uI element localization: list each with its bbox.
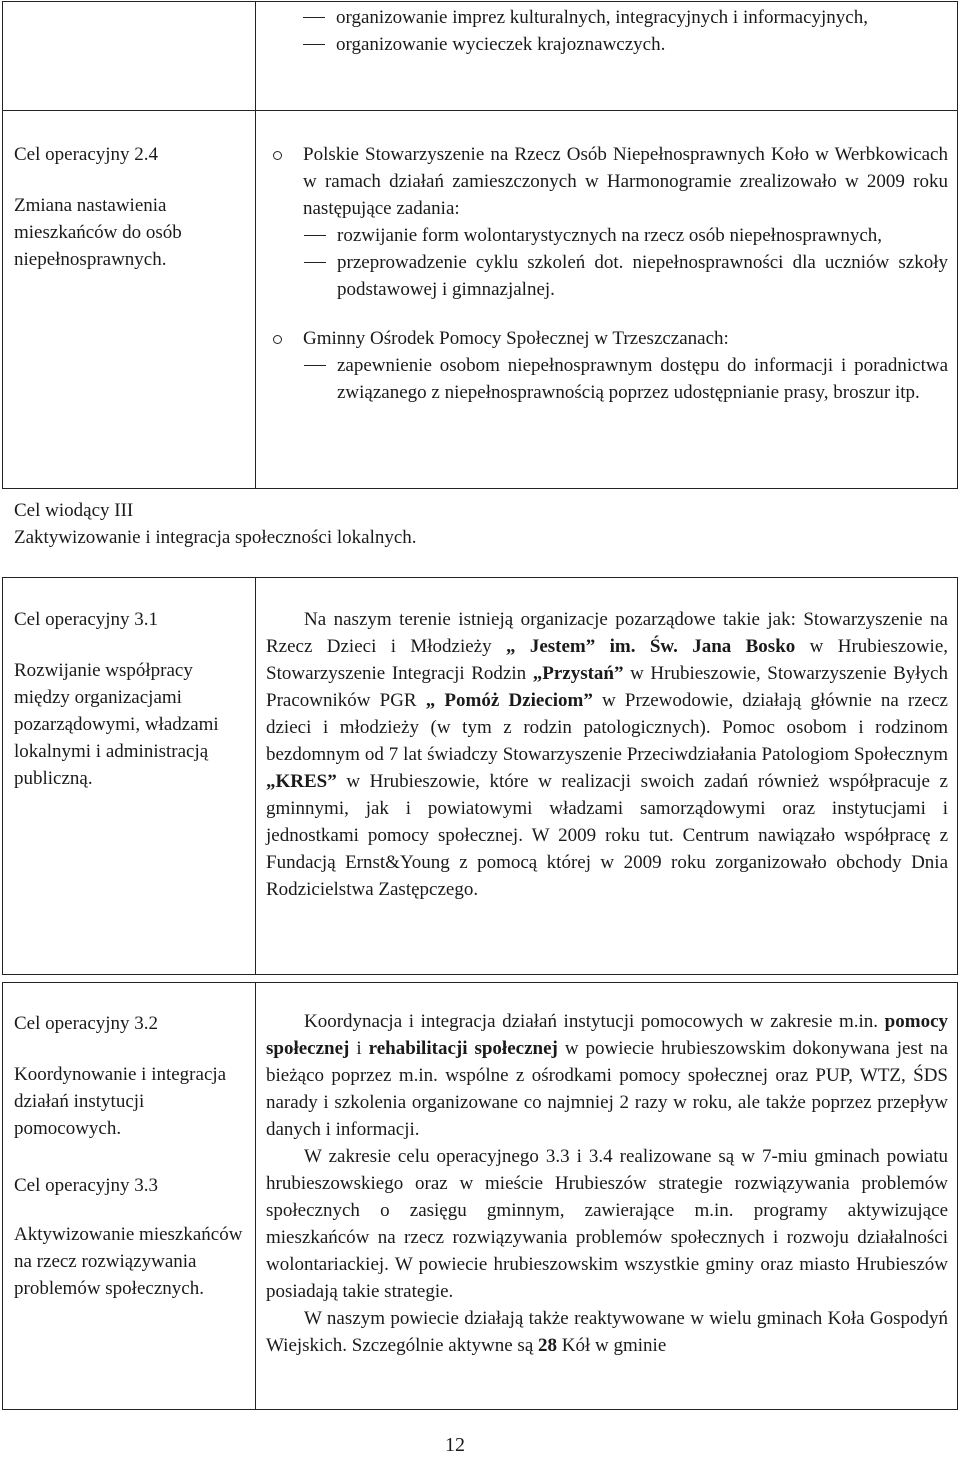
op24-content-cell bbox=[265, 141, 948, 406]
op31-description: Rozwijanie współpracy między organizacjami pozarządowymi, władzami lokalnymi i administracją publiczną. bbox=[14, 660, 219, 789]
list-item bbox=[264, 31, 948, 58]
op31-text: w Hrubieszowie, które w realizacji swoich zadań również współpracuje z gminnymi, jak i powiatowymi władzami samorządowymi oraz instytucjami i jednostkami pomocy społecznej. W 2009 roku tut. Centrum nawiązało współpracę z Fundacją Ernst&Young z pomocą której w 2009 roku zorganizowało obchody Dnia Rodzicielstwa Zastępczego. bbox=[266, 771, 948, 900]
list-item-text: organizowanie wycieczek krajoznawczych. bbox=[336, 34, 666, 55]
org-przystan-name: „Przystań” bbox=[532, 663, 624, 684]
op24-description: Zmiana nastawienia mieszkańców do osób niepełnosprawnych. bbox=[14, 195, 182, 270]
table-column-divider bbox=[255, 1, 256, 489]
op31-text: w Hrubieszowie, Stowarzyszenie Byłych Pracowników PGR bbox=[266, 663, 948, 711]
table-row-divider bbox=[2, 110, 958, 111]
op33-description: Aktywizowanie mieszkańców na rzecz rozwiązywania problemów społecznych. bbox=[14, 1224, 243, 1299]
op32-33-content-cell bbox=[266, 1008, 948, 1359]
list-item bbox=[264, 4, 948, 31]
org2-paragraph bbox=[265, 325, 948, 352]
op31-text: w Przewodowie, działają głównie na rzecz dzieci i młodzieży (w tym z rodzin patologicznych). Pomoc osobom i rodzinom bezdomnym od 7 lat świadczy Stowarzyszenie Przeciwdziałania Patologiom Społecznym bbox=[266, 690, 948, 765]
org-jestem-name: „ Jestem” im. Św. Jana Bosko bbox=[505, 636, 796, 657]
kgw-paragraph bbox=[266, 1305, 948, 1359]
org1-paragraph bbox=[265, 141, 948, 222]
org-pomoz-dzieciom-name: „ Pomóż Dzieciom” bbox=[425, 690, 593, 711]
op31-content-cell bbox=[266, 606, 948, 903]
op32-bold-term: rehabilitacji społecznej bbox=[368, 1038, 558, 1059]
list-item-text: organizowanie imprez kulturalnych, integracyjnych i informacyjnych, bbox=[336, 7, 868, 28]
op32-text: Koordynacja i integracja działań instytucji pomocowych w zakresie m.in. bbox=[304, 1011, 885, 1032]
org1-intro-text: w ramach działań zamieszczonych w Harmonogramie zrealizowało w 2009 roku następujące zadania: bbox=[303, 171, 948, 219]
list-item-text: przeprowadzenie cyklu szkoleń dot. niepełnosprawności dla uczniów szkoły podstawowej i gimnazjalnej. bbox=[337, 252, 948, 300]
op24-heading: Cel operacyjny 2.4 bbox=[14, 144, 159, 165]
op32-bold-term: pomocy społecznej bbox=[266, 1011, 948, 1059]
op31-text: Na naszym terenie istnieją organizacje pozarządowe takie jak: Stowarzyszenie na Rzecz Dzieci i Młodzieży bbox=[266, 609, 948, 657]
org2-name: Gminny Ośrodek Pomocy Społecznej w Trzeszczanach: bbox=[303, 328, 729, 349]
list-item bbox=[265, 249, 948, 303]
kgw-text: Kół w gminie bbox=[557, 1335, 667, 1356]
op33-paragraph: W zakresie celu operacyjnego 3.3 i 3.4 realizowane są w 7-miu gminach powiatu hrubieszowskiego oraz w mieście Hrubieszów strategie rozwiązywania problemów społecznych o zasięgu gminnym, zawierające m.in. programy aktywizujące mieszkańców na rzecz rozwiązywania problemów społecznych i rozwoju działalności wolontariackiej. W powiecie hrubieszowskim wszystkie gminy oraz miasto Hrubieszów posiadają takie strategie. bbox=[266, 1146, 948, 1302]
list-item-text: zapewnienie osobom niepełnosprawnym dostępu do informacji i poradnictwa związanego z niepełnosprawnością poprzez udostępnianie prasy, broszur itp. bbox=[337, 355, 948, 403]
op32-label-cell bbox=[14, 1010, 246, 1302]
continuation-list bbox=[264, 4, 948, 58]
list-item bbox=[265, 222, 948, 249]
table-column-divider bbox=[255, 982, 256, 1410]
goal3-line1: Cel wiodący III bbox=[14, 500, 134, 521]
op31-text: w Hrubieszowie, Stowarzyszenie Integracji Rodzin bbox=[266, 636, 949, 684]
op32-text: w powiecie hrubieszowskim dokonywana jest na bieżąco poprzez m.in. wspólne z ośrodkami pomocy społecznej oraz PUP, WTZ, ŚDS narady i szkolenia organizowane co najmniej 2 razy w roku, ale także poprzez przepływ danych i informacji. bbox=[266, 1038, 948, 1140]
op24-label-cell bbox=[14, 141, 244, 273]
list-item-text: rozwijanie form wolontarystycznych na rzecz osób niepełnosprawnych, bbox=[337, 225, 882, 246]
goal3-line2: Zaktywizowanie i integracja społeczności lokalnych. bbox=[14, 527, 417, 548]
op32-paragraph bbox=[266, 1008, 948, 1143]
kgw-count: 28 bbox=[538, 1335, 558, 1356]
op32-text: i bbox=[349, 1038, 369, 1059]
op32-heading: Cel operacyjny 3.2 bbox=[14, 1013, 159, 1034]
goal3-heading bbox=[14, 497, 914, 551]
op31-label-cell bbox=[14, 606, 246, 792]
table-column-divider bbox=[255, 577, 256, 975]
op31-heading: Cel operacyjny 3.1 bbox=[14, 609, 159, 630]
org1-name: Polskie Stowarzyszenie na Rzecz Osób Niepełnosprawnych Koło w Werbkowicach bbox=[303, 144, 948, 165]
list-item bbox=[265, 352, 948, 406]
op33-heading: Cel operacyjny 3.3 bbox=[14, 1175, 159, 1196]
op32-description: Koordynowanie i integracja działań instytucji pomocowych. bbox=[14, 1064, 227, 1139]
kgw-text: W naszym powiecie działają także reaktywowane w wielu gminach Koła Gospodyń Wiejskich. Szczególnie aktywne są bbox=[266, 1308, 948, 1356]
page-number: 12 bbox=[445, 1434, 465, 1456]
org-kres-name: „KRES” bbox=[266, 771, 337, 792]
